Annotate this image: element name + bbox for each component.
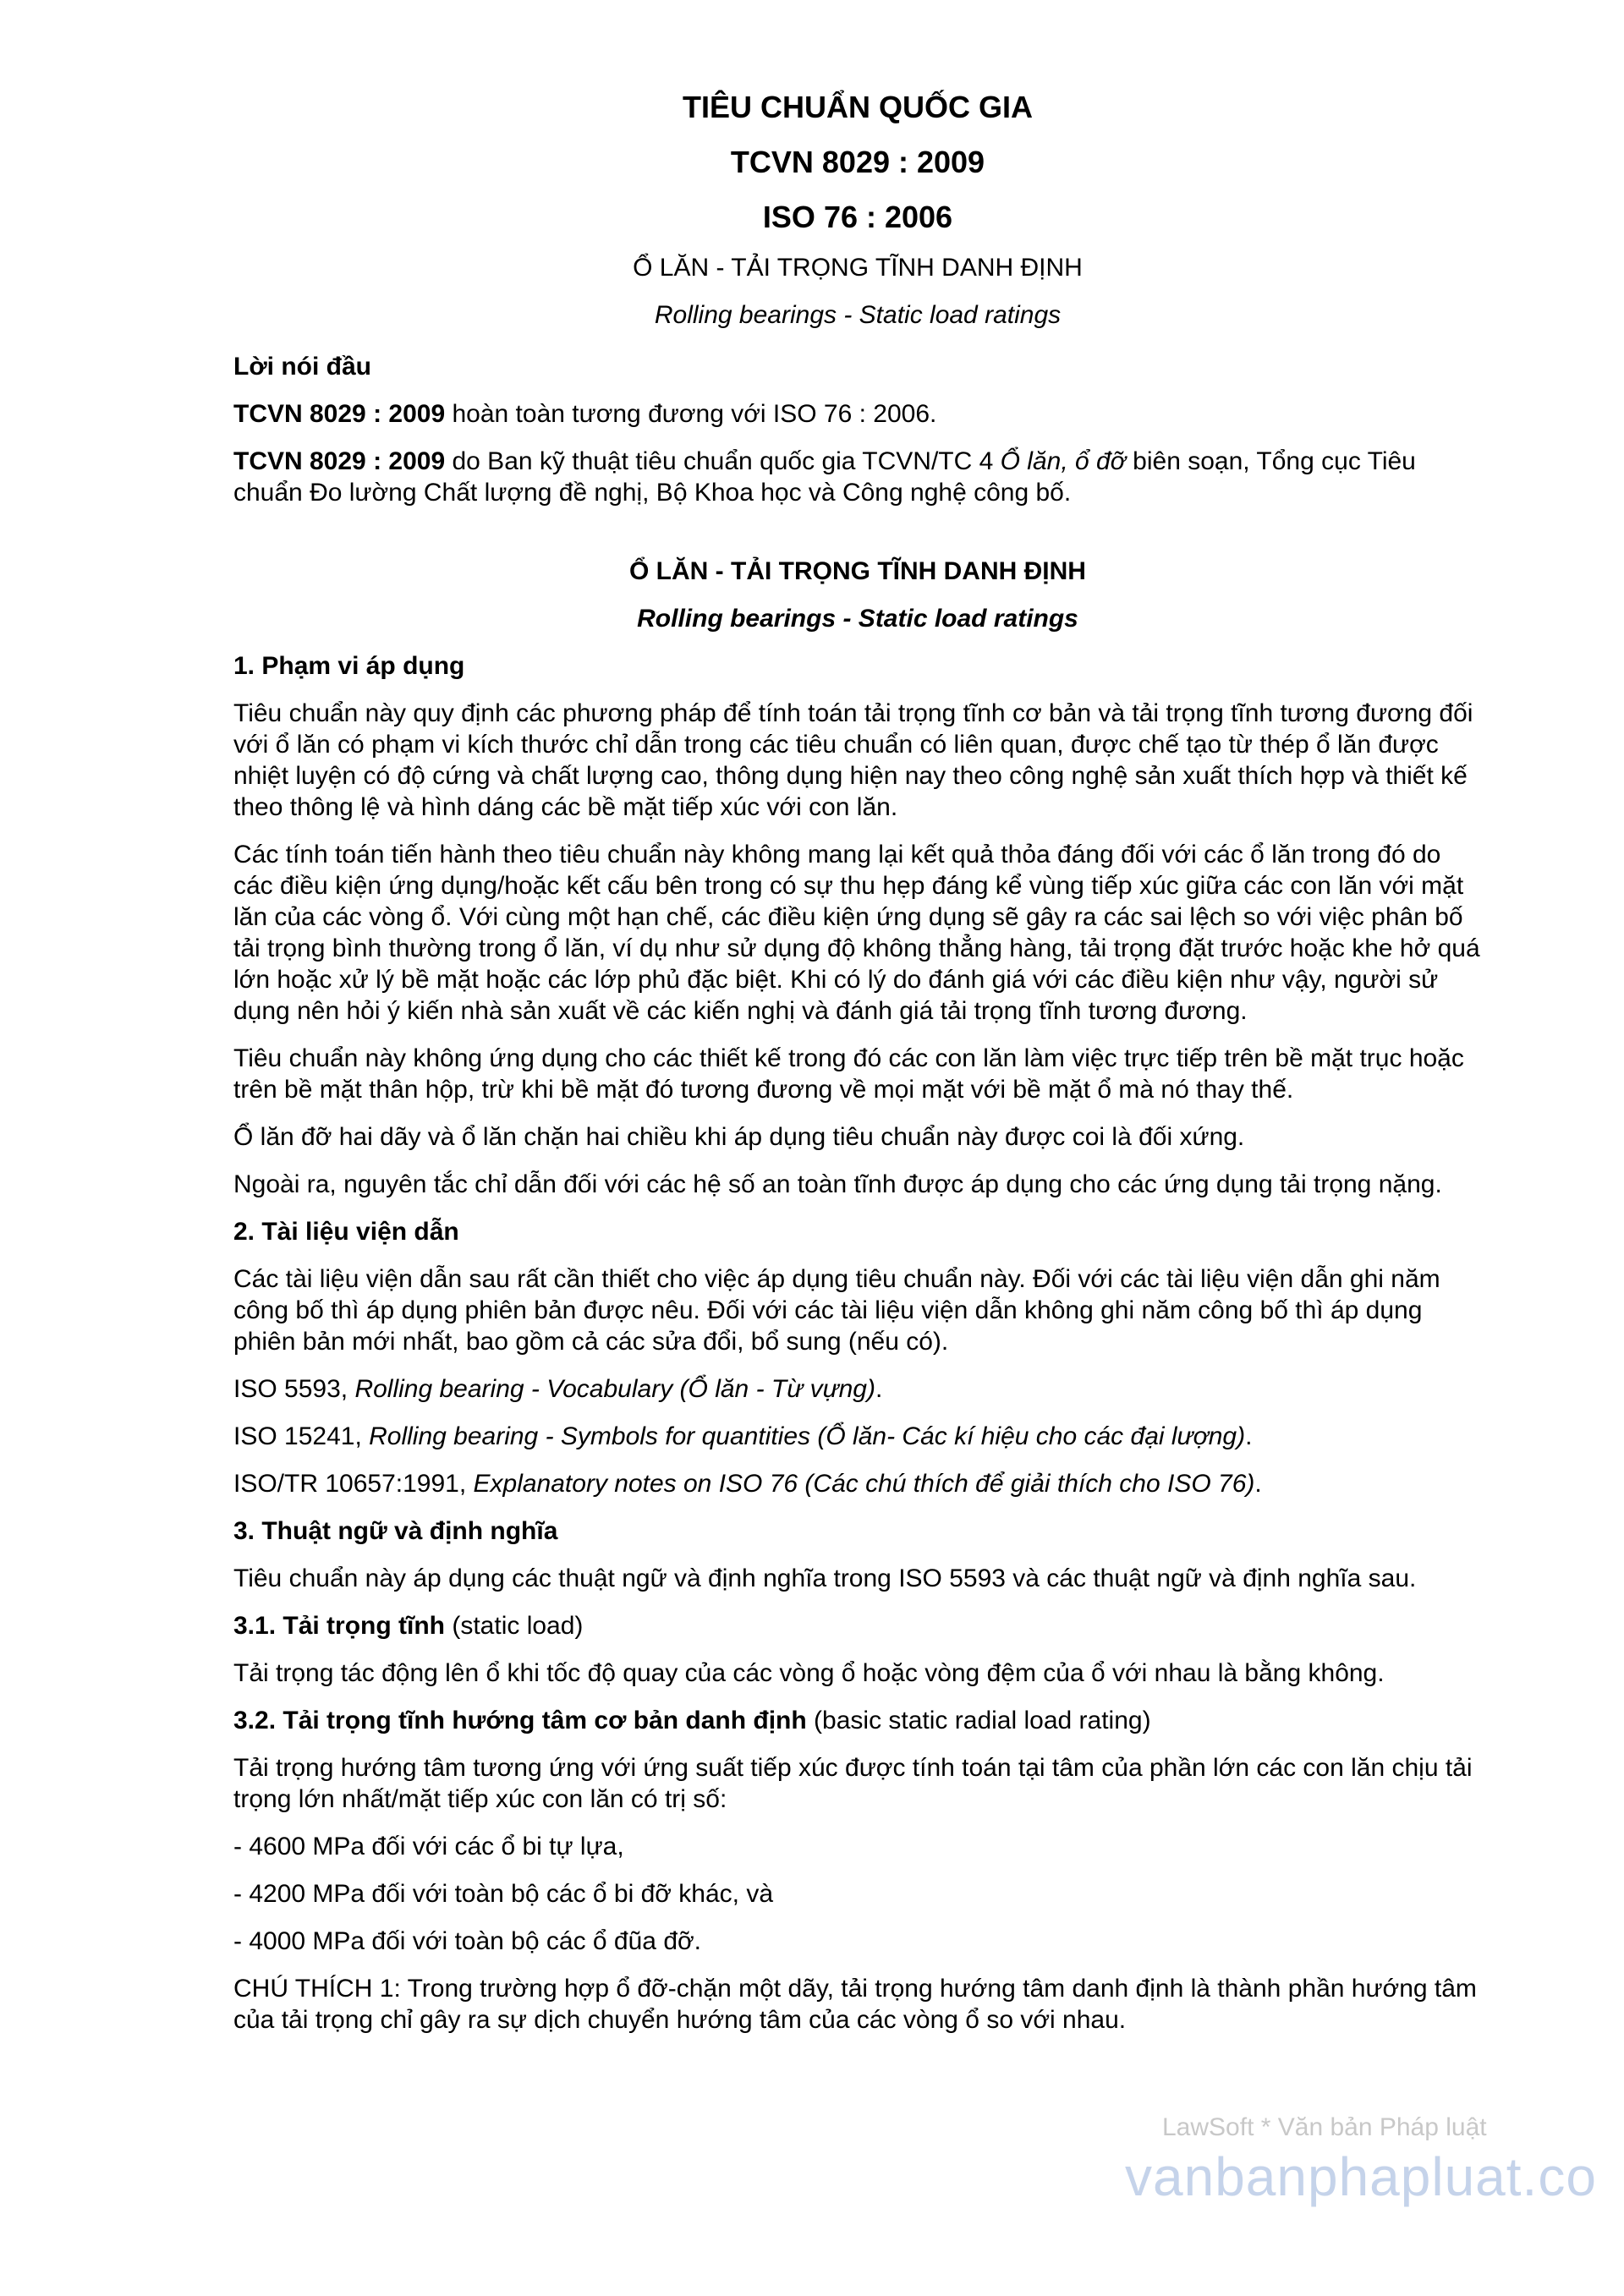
note-1: CHÚ THÍCH 1: Trong trường hợp ổ đỡ-chặn một dãy, tải trọng hướng tâm danh định là thành phần hướng tâm của tải trọng chỉ gây ra sự dịch chuyển hướng tâm của các vòng ổ so với nhau.	[233, 1975, 1477, 2034]
reference-item	[233, 1468, 1482, 1499]
term-3-1-definition: Tải trọng tác động lên ổ khi tốc độ quay của các vòng ổ hoặc vòng đệm của ổ với nhau là bằng không.	[233, 1659, 1385, 1687]
value-item: - 4200 MPa đối với toàn bộ các ổ bi đỡ khác, và	[233, 1880, 774, 1908]
scope-paragraph-2: Các tính toán tiến hành theo tiêu chuẩn này không mang lại kết quả thỏa đáng đối với các ổ lăn trong đó do các điều kiện ứng dụng/hoặc kết cấu bên trong có sự thu hẹp đáng kể vùng tiếp xúc giữa các con lăn với mặt lăn của các vòng ổ. Với cùng một hạn chế, các điều kiện ứng dụng sẽ gây ra các sai lệch so với việc phân bố tải trọng bình thường trong ổ lăn, ví dụ như sử dụng độ không thẳng hàng, tải trọng đặt trước hoặc khe hở quá lớn hoặc xử lý bề mặt hoặc các lớp phủ đặc biệt. Khi có lý do đánh giá với các điều kiện như vậy, người sử dụng nên hỏi ý kiến nhà sản xuất về các kiến nghị và đánh giá tải trọng tĩnh tương đương.	[233, 841, 1480, 1025]
reference-title: Rolling bearing - Vocabulary (Ổ lăn - Từ vựng)	[354, 1375, 875, 1403]
scope-paragraph-1: Tiêu chuẩn này quy định các phương pháp để tính toán tải trọng tĩnh cơ bản và tải trọng tĩnh tương đương đối với ổ lăn có phạm vi kích thước chỉ dẫn trong các tiêu chuẩn có liên quan, được chế tạo từ thép ổ lăn được nhiệt luyện có độ cứng và chất lượng cao, thông dụng hiện nay theo công nghệ sản xuất thích hợp và thiết kế theo thông lệ và hình dáng các bề mặt tiếp xúc với con lăn.	[233, 699, 1473, 821]
foreword-paragraph-1	[233, 398, 1482, 430]
reference-code: ISO/TR 10657:1991,	[233, 1470, 474, 1498]
value-item: - 4600 MPa đối với các ổ bi tự lựa,	[233, 1833, 624, 1860]
foreword-p2-text-a: do Ban kỹ thuật tiêu chuẩn quốc gia TCVN/TC 4	[445, 447, 1001, 475]
watermark-text: LawSoft * Văn bản Pháp luật	[1162, 2113, 1487, 2141]
reference-end: .	[1245, 1422, 1253, 1450]
term-3-1-label: 3.1. Tải trọng tĩnh	[233, 1612, 446, 1640]
references-heading: 2. Tài liệu viện dẫn	[233, 1218, 459, 1246]
watermark-site: vanbanphapluat.co	[1125, 2146, 1597, 2207]
reference-code: ISO 5593,	[233, 1375, 355, 1403]
term-3-2-en: (basic static radial load rating)	[806, 1707, 1151, 1734]
spacer	[233, 524, 1482, 556]
term-3-1-en: (static load)	[445, 1612, 584, 1640]
scope-paragraph-5: Ngoài ra, nguyên tắc chỉ dẫn đối với các hệ số an toàn tĩnh được áp dụng cho các ứng dụng tải trọng nặng.	[233, 1170, 1442, 1198]
doc-iso: ISO 76 : 2006	[762, 200, 953, 234]
doc-code: TCVN 8029 : 2009	[730, 145, 985, 179]
section-title-vi: Ổ LĂN - TẢI TRỌNG TĨNH DANH ĐỊNH	[629, 557, 1086, 585]
doc-name-vi: Ổ LĂN - TẢI TRỌNG TĨNH DANH ĐỊNH	[633, 254, 1083, 282]
foreword-paragraph-2	[233, 446, 1482, 508]
term-3-2-label: 3.2. Tải trọng tĩnh hướng tâm cơ bản danh định	[233, 1707, 807, 1734]
scope-heading: 1. Phạm vi áp dụng	[233, 652, 465, 680]
term-3-2	[233, 1705, 1482, 1736]
reference-title: Explanatory notes on ISO 76 (Các chú thích để giải thích cho ISO 76)	[473, 1470, 1255, 1498]
references-intro: Các tài liệu viện dẫn sau rất cần thiết cho việc áp dụng tiêu chuẩn này. Đối với các tài liệu viện dẫn ghi năm công bố thì áp dụng phiên bản được nêu. Đối với các tài liệu viện dẫn không ghi năm công bố thì áp dụng phiên bản mới nhất, bao gồm cả các sửa đổi, bổ sung (nếu có).	[233, 1265, 1440, 1356]
term-3-1	[233, 1610, 1482, 1641]
doc-name-en: Rolling bearings - Static load ratings	[654, 301, 1062, 329]
terms-heading: 3. Thuật ngữ và định nghĩa	[233, 1517, 558, 1545]
value-item: - 4000 MPa đối với toàn bộ các ổ đũa đỡ.	[233, 1927, 702, 1955]
foreword-p1-code: TCVN 8029 : 2009	[233, 400, 446, 428]
foreword-p2-text-b: biên soạn, Tổng cục Tiêu chuẩn Đo lường Chất lượng đề nghị, Bộ Khoa học và Công nghệ công bố.	[233, 447, 1416, 507]
document-page	[233, 90, 1482, 2052]
doc-title: TIÊU CHUẨN QUỐC GIA	[683, 90, 1033, 124]
foreword-heading: Lời nói đầu	[233, 353, 371, 381]
reference-item	[233, 1373, 1482, 1405]
term-3-2-definition: Tải trọng hướng tâm tương ứng với ứng suất tiếp xúc được tính toán tại tâm của phần lớn các con lăn chịu tải trọng lớn nhất/mặt tiếp xúc con lăn có trị số:	[233, 1754, 1473, 1813]
section-title-en: Rolling bearings - Static load ratings	[637, 605, 1078, 633]
foreword-p1-text: hoàn toàn tương đương với ISO 76 : 2006.	[445, 400, 937, 428]
scope-paragraph-4: Ổ lăn đỡ hai dãy và ổ lăn chặn hai chiều khi áp dụng tiêu chuẩn này được coi là đối xứng.	[233, 1123, 1245, 1151]
reference-end: .	[875, 1375, 883, 1403]
reference-title: Rolling bearing - Symbols for quantities (Ổ lăn- Các kí hiệu cho các đại lượng)	[369, 1422, 1246, 1450]
foreword-p2-code: TCVN 8029 : 2009	[233, 447, 446, 475]
scope-paragraph-3: Tiêu chuẩn này không ứng dụng cho các thiết kế trong đó các con lăn làm việc trực tiếp trên bề mặt trục hoặc trên bề mặt thân hộp, trừ khi bề mặt đó tương đương về mọi mặt với bề mặt ổ mà nó thay thế.	[233, 1044, 1464, 1104]
reference-code: ISO 15241,	[233, 1422, 370, 1450]
terms-intro: Tiêu chuẩn này áp dụng các thuật ngữ và định nghĩa trong ISO 5593 và các thuật ngữ và định nghĩa sau.	[233, 1564, 1417, 1592]
reference-item	[233, 1421, 1482, 1452]
foreword-p2-italic: Ổ lăn, ổ đỡ	[1000, 447, 1126, 475]
reference-end: .	[1254, 1470, 1262, 1498]
